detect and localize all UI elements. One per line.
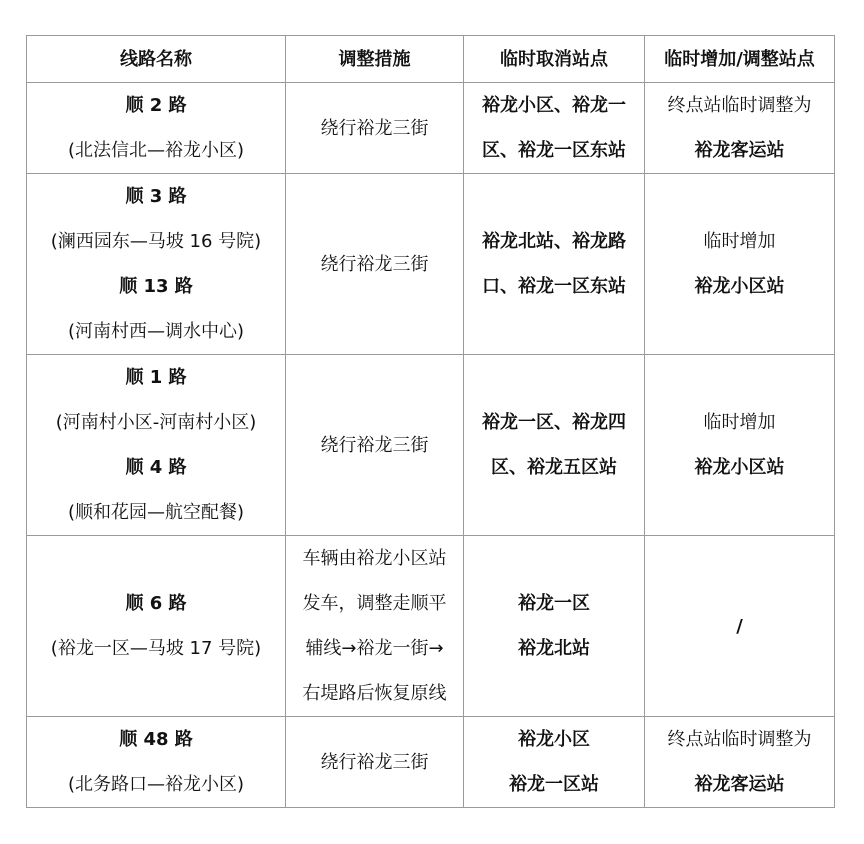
header-route-name: 线路名称 bbox=[27, 36, 286, 83]
cancel-cell bbox=[464, 174, 645, 355]
measure-text: 绕行裕龙三街 bbox=[320, 751, 429, 773]
cancel-text: 裕龙北站、裕龙路 bbox=[482, 231, 626, 252]
table-row bbox=[27, 717, 835, 808]
add-cell bbox=[645, 174, 835, 355]
cancel-text: 区、裕龙五区站 bbox=[491, 457, 617, 478]
add-text: 裕龙小区站 bbox=[694, 276, 785, 297]
add-text: 临时增加 bbox=[703, 231, 776, 252]
route-name: 顺 13 路 bbox=[119, 276, 193, 297]
add-text: 临时增加 bbox=[703, 412, 776, 433]
route-name: 顺 6 路 bbox=[125, 593, 187, 614]
measure-text: 辅线→裕龙一街→ bbox=[305, 638, 444, 659]
route-endpoints: (河南村小区-河南村小区) bbox=[55, 412, 257, 433]
header-measure: 调整措施 bbox=[286, 36, 464, 83]
route-name: 顺 4 路 bbox=[125, 457, 187, 478]
route-endpoints: (河南村西—调水中心) bbox=[67, 321, 245, 342]
add-text: / bbox=[736, 615, 743, 637]
route-name: 顺 3 路 bbox=[125, 186, 187, 207]
route-name: 顺 2 路 bbox=[125, 95, 187, 116]
cancel-text: 区、裕龙一区东站 bbox=[482, 140, 626, 161]
measure-cell bbox=[286, 83, 464, 174]
header-row bbox=[27, 36, 835, 83]
measure-text: 绕行裕龙三街 bbox=[320, 117, 429, 139]
add-cell bbox=[645, 536, 835, 717]
cancel-cell bbox=[464, 83, 645, 174]
route-endpoints: (裕龙一区—马坡 17 号院) bbox=[50, 638, 262, 659]
add-text: 裕龙客运站 bbox=[694, 774, 785, 795]
add-text: 裕龙客运站 bbox=[694, 140, 785, 161]
cancel-text: 裕龙北站 bbox=[518, 638, 590, 659]
cancel-text: 裕龙一区、裕龙四 bbox=[482, 412, 626, 433]
cancel-text: 裕龙小区、裕龙一 bbox=[482, 95, 626, 116]
route-endpoints: (澜西园东—马坡 16 号院) bbox=[50, 231, 262, 252]
measure-text: 发车，调整走顺平 bbox=[302, 593, 447, 614]
measure-text: 绕行裕龙三街 bbox=[320, 253, 429, 275]
header-added-stops: 临时增加/调整站点 bbox=[645, 36, 835, 83]
add-text: 裕龙小区站 bbox=[694, 457, 785, 478]
table-row bbox=[27, 174, 835, 355]
route-name: 顺 1 路 bbox=[125, 367, 187, 388]
route-cell bbox=[27, 355, 286, 536]
route-cell bbox=[27, 536, 286, 717]
route-cell bbox=[27, 717, 286, 808]
add-cell bbox=[645, 355, 835, 536]
route-endpoints: (北务路口—裕龙小区) bbox=[67, 774, 245, 795]
table-row bbox=[27, 355, 835, 536]
add-text: 终点站临时调整为 bbox=[667, 95, 812, 116]
cancel-text: 裕龙一区站 bbox=[509, 774, 599, 795]
route-cell bbox=[27, 83, 286, 174]
cancel-cell bbox=[464, 536, 645, 717]
cancel-text: 裕龙小区 bbox=[518, 729, 590, 750]
table-row bbox=[27, 536, 835, 717]
add-cell bbox=[645, 83, 835, 174]
table-row bbox=[27, 83, 835, 174]
cancel-text: 口、裕龙一区东站 bbox=[482, 276, 626, 297]
measure-text: 右堤路后恢复原线 bbox=[302, 683, 447, 704]
measure-cell bbox=[286, 717, 464, 808]
route-endpoints: (北法信北—裕龙小区) bbox=[67, 140, 245, 161]
route-adjustment-table bbox=[26, 35, 835, 808]
measure-cell bbox=[286, 355, 464, 536]
cancel-cell bbox=[464, 717, 645, 808]
measure-text: 绕行裕龙三街 bbox=[320, 434, 429, 456]
route-name: 顺 48 路 bbox=[119, 729, 193, 750]
measure-cell bbox=[286, 536, 464, 717]
measure-text: 车辆由裕龙小区站 bbox=[302, 548, 447, 569]
route-cell bbox=[27, 174, 286, 355]
header-cancelled-stops: 临时取消站点 bbox=[464, 36, 645, 83]
measure-cell bbox=[286, 174, 464, 355]
route-endpoints: (顺和花园—航空配餐) bbox=[67, 502, 245, 523]
cancel-text: 裕龙一区 bbox=[518, 593, 590, 614]
cancel-cell bbox=[464, 355, 645, 536]
add-text: 终点站临时调整为 bbox=[667, 729, 812, 750]
add-cell bbox=[645, 717, 835, 808]
